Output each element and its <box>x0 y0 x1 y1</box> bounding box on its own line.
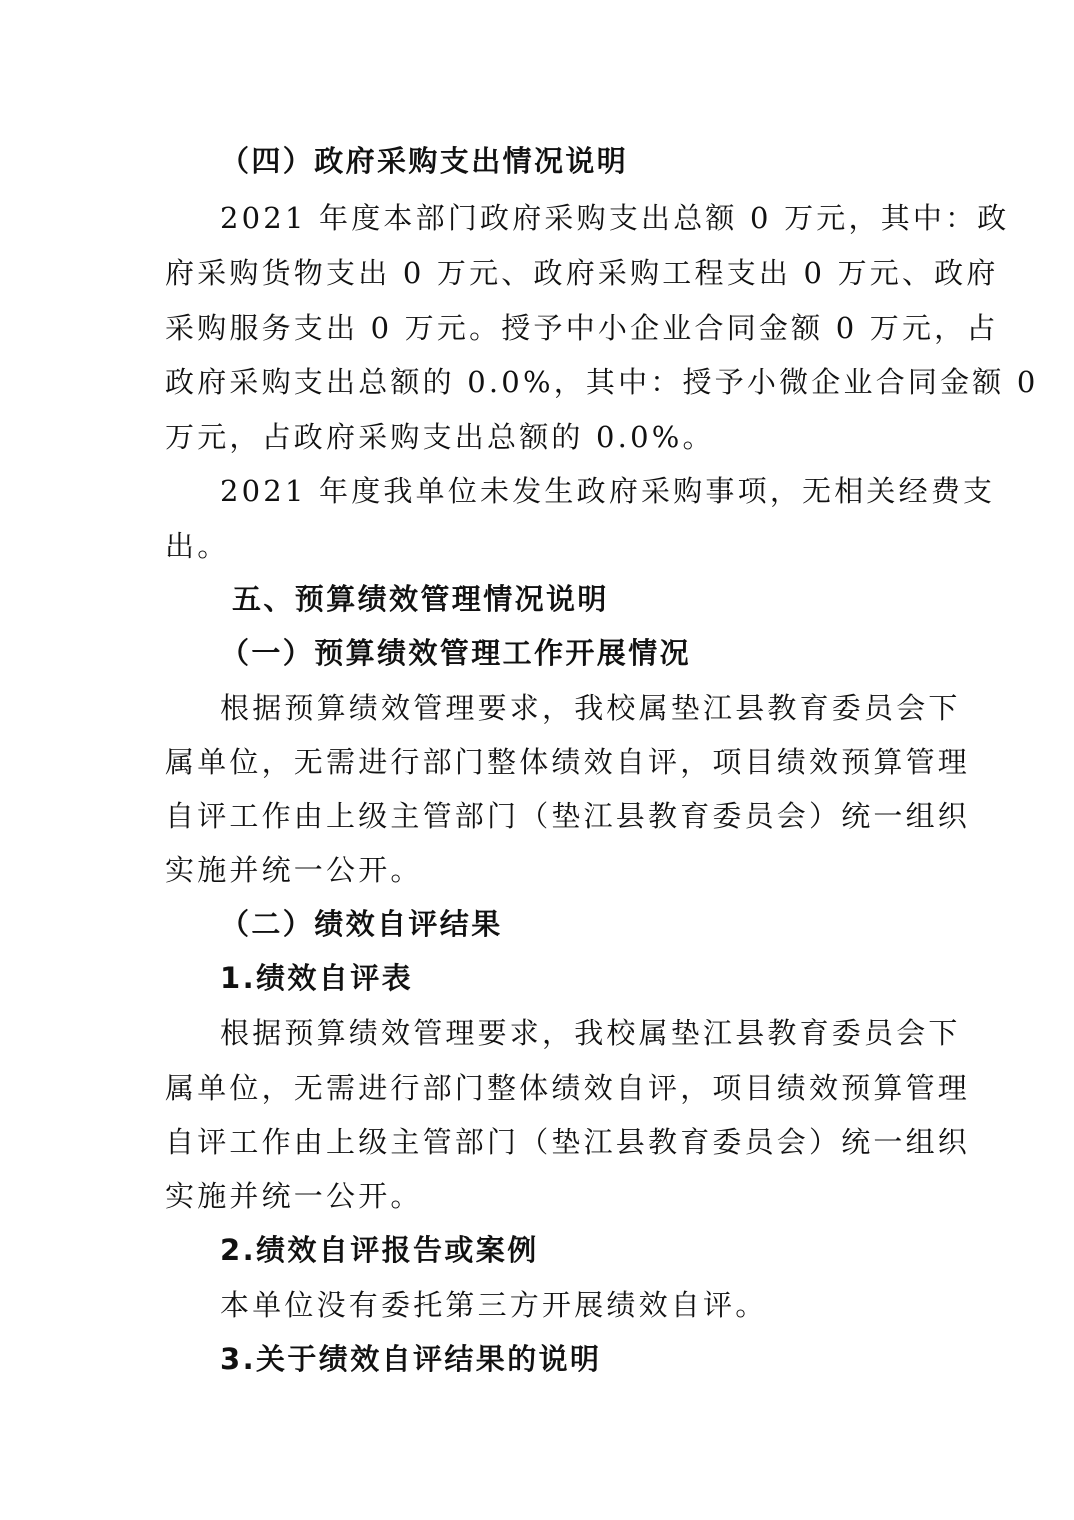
paragraph-line: 属单位，无需进行部门整体绩效自评，项目绩效预算管理 <box>165 745 971 779</box>
paragraph-line: 根据预算绩效管理要求，我校属垫江县教育委员会下 <box>220 691 961 725</box>
section-heading-government-procurement: （四）政府采购支出情况说明 <box>220 144 629 178</box>
paragraph-line: 2021 年度本部门政府采购支出总额 0 万元，其中：政 <box>220 201 1010 235</box>
subsection-heading-work-progress: （一）预算绩效管理工作开展情况 <box>220 636 692 670</box>
item-heading-self-evaluation-table: 1.绩效自评表 <box>220 961 413 995</box>
paragraph-line: 2021 年度我单位未发生政府采购事项，无相关经费支 <box>220 474 996 508</box>
paragraph-line: 出。 <box>165 529 230 563</box>
paragraph-line: 实施并统一公开。 <box>165 1179 423 1213</box>
subsection-heading-self-evaluation-results: （二）绩效自评结果 <box>220 907 503 941</box>
paragraph-line: 根据预算绩效管理要求，我校属垫江县教育委员会下 <box>220 1016 961 1050</box>
paragraph-line: 万元，占政府采购支出总额的 0.0%。 <box>165 420 715 454</box>
paragraph-line: 政府采购支出总额的 0.0%，其中：授予小微企业合同金额 0 <box>165 365 1039 399</box>
item-heading-self-evaluation-report: 2.绩效自评报告或案例 <box>220 1233 539 1267</box>
paragraph-line: 府采购货物支出 0 万元、政府采购工程支出 0 万元、政府 <box>165 256 999 290</box>
paragraph-line: 实施并统一公开。 <box>165 853 423 887</box>
paragraph-line: 自评工作由上级主管部门（垫江县教育委员会）统一组织 <box>165 1125 971 1159</box>
section-heading-budget-performance: 五、预算绩效管理情况说明 <box>232 582 609 616</box>
paragraph-line: 自评工作由上级主管部门（垫江县教育委员会）统一组织 <box>165 799 971 833</box>
paragraph-line: 采购服务支出 0 万元。授予中小企业合同金额 0 万元，占 <box>165 311 999 345</box>
paragraph-line: 本单位没有委托第三方开展绩效自评。 <box>220 1288 768 1322</box>
item-heading-self-evaluation-explanation: 3.关于绩效自评结果的说明 <box>220 1342 602 1376</box>
paragraph-line: 属单位，无需进行部门整体绩效自评，项目绩效预算管理 <box>165 1071 971 1105</box>
